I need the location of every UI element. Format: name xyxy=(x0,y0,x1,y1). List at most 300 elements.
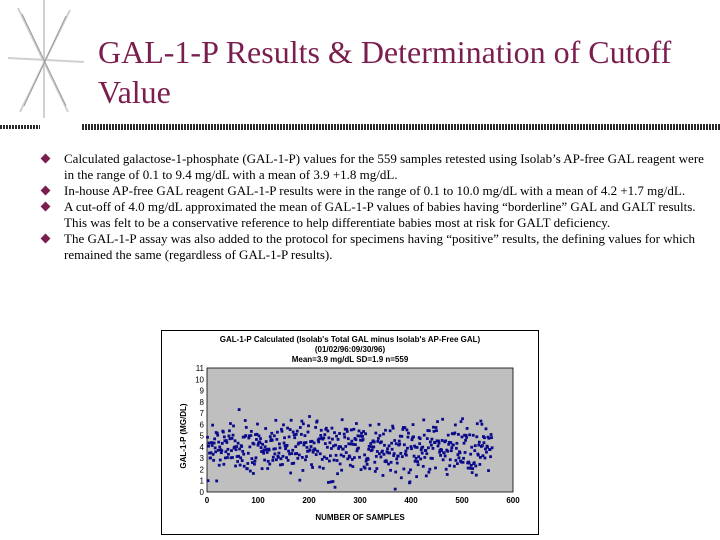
data-point xyxy=(342,448,345,451)
data-point xyxy=(416,460,419,463)
data-point xyxy=(443,451,446,454)
data-point xyxy=(438,442,441,445)
data-point xyxy=(432,447,435,450)
data-point xyxy=(422,419,425,422)
data-point xyxy=(375,467,378,470)
data-point xyxy=(426,437,429,440)
data-point xyxy=(472,434,475,437)
data-point xyxy=(338,432,341,435)
data-point xyxy=(469,453,472,456)
bullet-text: The GAL-1-P assay was also added to the protocol for specimens having “positive” results, the defining values for which remained the same (regardless of GAL-1-P results). xyxy=(64,231,695,262)
data-point xyxy=(485,427,488,430)
data-point xyxy=(479,456,482,459)
data-point xyxy=(261,467,264,470)
data-point xyxy=(372,446,375,449)
data-point xyxy=(342,455,345,458)
data-point xyxy=(290,419,293,422)
data-point xyxy=(334,444,337,447)
data-point xyxy=(283,436,286,439)
data-point xyxy=(291,449,294,452)
data-point xyxy=(421,446,424,449)
data-point xyxy=(318,466,321,469)
data-point xyxy=(330,447,333,450)
data-point xyxy=(343,433,346,436)
data-point xyxy=(327,481,330,484)
data-point xyxy=(391,448,394,451)
data-point xyxy=(471,471,474,474)
data-point xyxy=(442,458,445,461)
data-point xyxy=(298,454,301,457)
data-point xyxy=(266,451,269,454)
data-point xyxy=(368,445,371,448)
data-point xyxy=(373,461,376,464)
x-tick-label: 100 xyxy=(251,496,265,505)
data-point xyxy=(367,448,370,451)
title-rule xyxy=(82,124,720,130)
data-point xyxy=(217,449,220,452)
y-tick-label: 4 xyxy=(199,442,204,452)
data-point xyxy=(310,445,313,448)
data-point xyxy=(464,451,467,454)
data-point xyxy=(325,457,328,460)
data-point xyxy=(408,471,411,474)
data-point xyxy=(254,460,257,463)
data-point xyxy=(395,458,398,461)
data-point xyxy=(281,463,284,466)
data-point xyxy=(324,442,327,445)
data-point xyxy=(435,429,438,432)
data-point xyxy=(435,426,438,429)
bullet-text: In-house AP-free GAL reagent GAL-1-P results were in the range of 0.1 to 10.0 mg/dL with a mean of 4.2 +1.7 mg/dL. xyxy=(64,183,686,198)
scatter-chart xyxy=(161,330,539,535)
data-point xyxy=(445,468,448,471)
data-point xyxy=(239,456,242,459)
data-point xyxy=(311,466,314,469)
data-point xyxy=(465,436,468,439)
data-point xyxy=(447,434,450,437)
data-point xyxy=(255,438,258,441)
data-point xyxy=(441,418,444,421)
data-point xyxy=(424,449,427,452)
data-point xyxy=(378,452,381,455)
bullet-item xyxy=(40,183,710,199)
data-point xyxy=(376,440,379,443)
data-point xyxy=(317,441,320,444)
data-point xyxy=(423,434,426,437)
data-point xyxy=(488,437,491,440)
data-point xyxy=(434,467,437,470)
data-point xyxy=(349,443,352,446)
data-point xyxy=(491,446,494,449)
data-point xyxy=(249,470,252,473)
data-point xyxy=(314,426,317,429)
data-point xyxy=(346,430,349,433)
data-point xyxy=(308,415,311,418)
data-point xyxy=(225,441,228,444)
data-point xyxy=(329,441,332,444)
data-point xyxy=(417,463,420,466)
data-point xyxy=(223,436,226,439)
data-point xyxy=(489,455,492,458)
data-point xyxy=(318,437,321,440)
data-point xyxy=(474,465,477,468)
data-point xyxy=(431,438,434,441)
data-point xyxy=(264,427,267,430)
data-point xyxy=(382,474,385,477)
data-point xyxy=(256,423,259,426)
data-point xyxy=(355,422,358,425)
y-tick-label: 3 xyxy=(199,454,204,464)
data-point xyxy=(301,456,304,459)
data-point xyxy=(300,420,303,423)
y-tick-label: 7 xyxy=(199,409,204,419)
data-point xyxy=(398,443,401,446)
data-point xyxy=(406,429,409,432)
data-point xyxy=(274,447,277,450)
data-point xyxy=(425,474,428,477)
data-point xyxy=(232,434,235,437)
x-tick-label: 600 xyxy=(506,496,520,505)
data-point xyxy=(464,439,467,442)
data-point xyxy=(215,480,218,483)
data-point xyxy=(347,437,350,440)
data-point xyxy=(354,443,357,446)
data-point xyxy=(305,441,308,444)
data-point xyxy=(214,446,217,449)
data-point xyxy=(288,435,291,438)
data-point xyxy=(230,449,233,452)
data-point xyxy=(375,455,378,458)
y-tick-label: 1 xyxy=(199,476,204,486)
data-point xyxy=(462,461,465,464)
data-point xyxy=(363,453,366,456)
data-point xyxy=(453,465,456,468)
data-point xyxy=(378,434,381,437)
x-tick-label: 500 xyxy=(455,496,469,505)
data-point xyxy=(428,468,431,471)
data-point xyxy=(286,427,289,430)
data-point xyxy=(299,426,302,429)
data-point xyxy=(400,476,403,479)
data-point xyxy=(331,438,334,441)
data-point xyxy=(258,435,261,438)
data-point xyxy=(282,423,285,426)
data-point xyxy=(307,431,310,434)
data-point xyxy=(474,444,477,447)
data-point xyxy=(475,474,478,477)
data-point xyxy=(329,454,332,457)
y-tick-label: 0 xyxy=(199,488,204,497)
data-point xyxy=(362,438,365,441)
data-point xyxy=(470,464,473,467)
data-point xyxy=(232,425,235,428)
data-point xyxy=(210,441,213,444)
data-point xyxy=(292,431,295,434)
data-point xyxy=(241,450,244,453)
data-point xyxy=(469,467,472,470)
data-point xyxy=(340,454,343,457)
data-point xyxy=(401,455,404,458)
data-point xyxy=(460,420,463,423)
data-point xyxy=(377,437,380,440)
data-point xyxy=(264,445,267,448)
slide-title: GAL-1-P Results & Determination of Cutoff Value xyxy=(98,34,672,110)
data-point xyxy=(422,465,425,468)
data-point xyxy=(427,471,430,474)
bullet-item xyxy=(40,231,710,263)
data-point xyxy=(253,443,256,446)
data-point xyxy=(238,408,241,411)
data-point xyxy=(449,458,452,461)
chart-title-line: Mean=3.9 mg/dL SD=1.9 n=559 xyxy=(291,355,409,364)
data-point xyxy=(240,445,243,448)
data-point xyxy=(206,436,209,439)
data-point xyxy=(286,444,289,447)
data-point xyxy=(214,450,217,453)
data-point xyxy=(416,446,419,449)
data-point xyxy=(470,446,473,449)
data-point xyxy=(358,430,361,433)
data-point xyxy=(478,463,481,466)
chart-svg xyxy=(162,331,538,534)
data-point xyxy=(305,455,308,458)
data-point xyxy=(319,452,322,455)
data-point xyxy=(229,422,232,425)
data-point xyxy=(218,464,221,467)
diamond-bullet-icon xyxy=(41,154,51,164)
data-point xyxy=(309,448,312,451)
data-point xyxy=(456,462,459,465)
data-point xyxy=(389,429,392,432)
data-point xyxy=(382,433,385,436)
data-point xyxy=(235,445,238,448)
data-point xyxy=(433,430,436,433)
diamond-bullet-icon xyxy=(41,186,51,196)
data-point xyxy=(276,431,279,434)
diamond-bullet-icon xyxy=(41,202,51,212)
data-point xyxy=(456,442,459,445)
data-point xyxy=(388,444,391,447)
data-point xyxy=(268,463,271,466)
x-tick-label: 300 xyxy=(353,496,367,505)
data-point xyxy=(213,442,216,445)
data-point xyxy=(397,455,400,458)
data-point xyxy=(323,456,326,459)
data-point xyxy=(241,459,244,462)
data-point xyxy=(270,432,273,435)
data-point xyxy=(222,463,225,466)
data-point xyxy=(302,422,305,425)
data-point xyxy=(209,457,212,460)
data-point xyxy=(475,435,478,438)
data-point xyxy=(384,429,387,432)
data-point xyxy=(428,429,431,432)
data-point xyxy=(364,432,367,435)
data-point xyxy=(419,437,422,440)
data-point xyxy=(304,458,307,461)
data-point xyxy=(412,435,415,438)
data-point xyxy=(326,430,329,433)
y-tick-label: 10 xyxy=(195,375,204,385)
data-point xyxy=(463,442,466,445)
x-axis-label: NUMBER OF SAMPLES xyxy=(315,513,405,522)
bullet-item xyxy=(40,151,710,183)
data-point xyxy=(453,432,456,435)
y-tick-label: 6 xyxy=(199,420,204,430)
data-point xyxy=(271,439,274,442)
data-point xyxy=(314,448,317,451)
data-point xyxy=(380,456,383,459)
data-point xyxy=(328,460,331,463)
data-point xyxy=(217,441,220,444)
data-point xyxy=(407,432,410,435)
data-point xyxy=(409,480,412,483)
data-point xyxy=(421,452,424,455)
data-point xyxy=(313,441,316,444)
data-point xyxy=(212,459,215,462)
data-point xyxy=(389,469,392,472)
data-point xyxy=(478,441,481,444)
data-point xyxy=(351,465,354,468)
data-point xyxy=(208,442,211,445)
data-point xyxy=(260,446,263,449)
data-point xyxy=(394,471,397,474)
data-point xyxy=(340,469,343,472)
x-tick-label: 400 xyxy=(404,496,418,505)
data-point xyxy=(263,459,266,462)
data-point xyxy=(481,444,484,447)
data-point xyxy=(448,464,451,467)
data-point xyxy=(224,450,227,453)
data-point xyxy=(483,441,486,444)
y-tick-label: 9 xyxy=(199,386,204,396)
data-point xyxy=(394,488,397,491)
data-point xyxy=(468,433,471,436)
data-point xyxy=(332,480,335,483)
data-point xyxy=(399,452,402,455)
data-point xyxy=(418,442,421,445)
data-point xyxy=(266,467,269,470)
data-point xyxy=(243,465,246,468)
data-point xyxy=(373,441,376,444)
data-point xyxy=(419,458,422,461)
data-point xyxy=(278,442,281,445)
data-point xyxy=(244,419,247,422)
data-point xyxy=(405,454,408,457)
data-point xyxy=(319,434,322,437)
data-point xyxy=(349,464,352,467)
data-point xyxy=(432,426,435,429)
data-point xyxy=(446,450,449,453)
data-point xyxy=(366,463,369,466)
data-point xyxy=(242,453,245,456)
data-point xyxy=(262,452,265,455)
data-point xyxy=(280,457,283,460)
data-point xyxy=(427,446,430,449)
data-point xyxy=(444,455,447,458)
data-point xyxy=(322,467,325,470)
data-point xyxy=(406,447,409,450)
data-point xyxy=(300,433,303,436)
data-point xyxy=(295,433,298,436)
data-point xyxy=(211,424,214,427)
data-point xyxy=(335,435,338,438)
data-point xyxy=(337,438,340,441)
data-point xyxy=(352,428,355,431)
data-point xyxy=(238,448,241,451)
data-point xyxy=(452,443,455,446)
data-point xyxy=(221,442,224,445)
data-point xyxy=(392,427,395,430)
data-point xyxy=(306,446,309,449)
data-point xyxy=(412,423,415,426)
data-point xyxy=(323,433,326,436)
data-point xyxy=(393,439,396,442)
data-point xyxy=(461,417,464,420)
data-point xyxy=(287,459,290,462)
data-point xyxy=(390,461,393,464)
data-point xyxy=(231,456,234,459)
data-point xyxy=(476,422,479,425)
data-point xyxy=(249,434,252,437)
data-point xyxy=(296,430,299,433)
data-point xyxy=(423,456,426,459)
data-point xyxy=(336,472,339,475)
data-point xyxy=(331,427,334,430)
data-point xyxy=(345,451,348,454)
data-point xyxy=(439,454,442,457)
data-point xyxy=(334,486,337,489)
data-point xyxy=(293,436,296,439)
data-point xyxy=(431,457,434,460)
data-point xyxy=(471,467,474,470)
data-point xyxy=(227,448,230,451)
data-point xyxy=(278,452,281,455)
data-point xyxy=(268,449,271,452)
data-point xyxy=(403,443,406,446)
data-point xyxy=(444,439,447,442)
data-point xyxy=(298,479,301,482)
x-tick-label: 0 xyxy=(204,496,210,505)
data-point xyxy=(222,431,225,434)
data-point xyxy=(450,446,453,449)
data-point xyxy=(212,453,215,456)
data-point xyxy=(315,453,318,456)
data-point xyxy=(320,429,323,432)
data-point xyxy=(325,427,328,430)
data-point xyxy=(484,457,487,460)
data-point xyxy=(299,441,302,444)
data-point xyxy=(450,449,453,452)
data-point xyxy=(321,458,324,461)
data-point xyxy=(216,434,219,437)
data-point xyxy=(267,460,270,463)
data-point xyxy=(250,430,253,433)
data-point xyxy=(454,424,457,427)
data-point xyxy=(441,439,444,442)
data-point xyxy=(436,420,439,423)
data-point xyxy=(310,463,313,466)
data-point xyxy=(490,436,493,439)
data-point xyxy=(289,428,292,431)
data-point xyxy=(335,454,338,457)
data-point xyxy=(231,437,234,440)
data-point xyxy=(239,464,242,467)
y-axis-label: GAL-1-P (MG/DL) xyxy=(179,403,188,469)
data-point xyxy=(374,470,377,473)
chart-title-line: (01/02/96:09/30/96) xyxy=(314,345,386,354)
data-point xyxy=(333,459,336,462)
